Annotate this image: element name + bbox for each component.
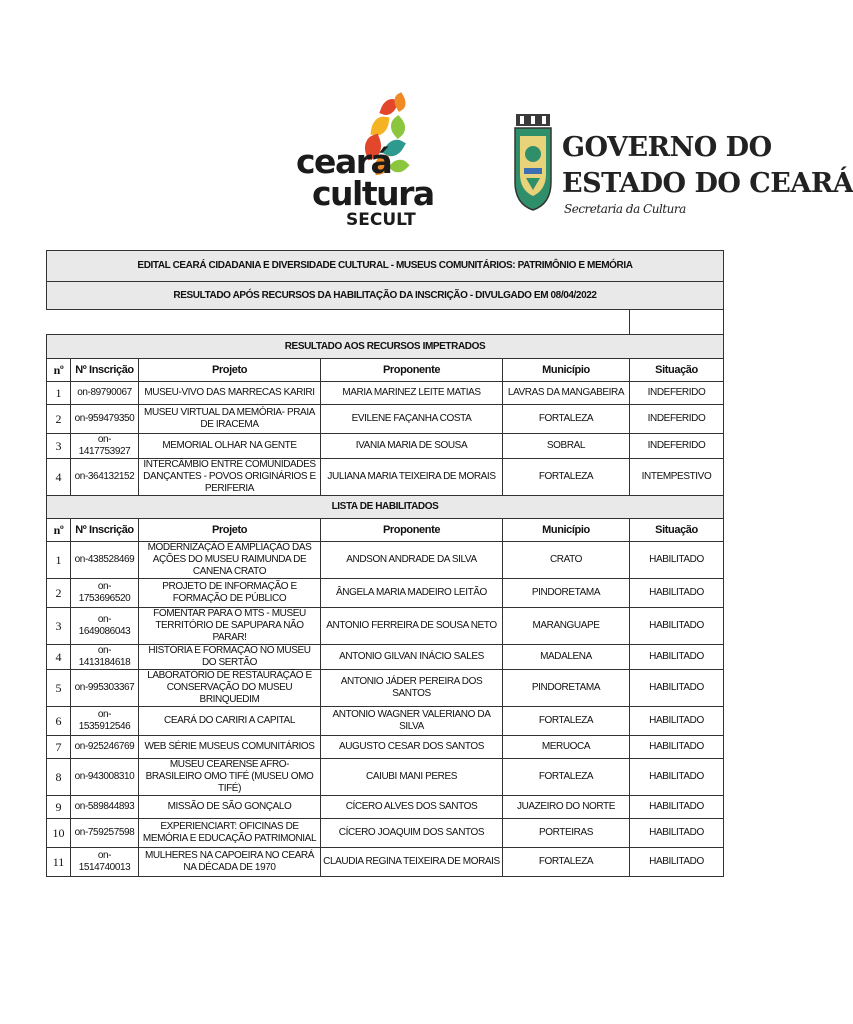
row-number: 7 [47,736,71,759]
habilitados-header-row [47,519,724,542]
proponente-cell: ANDSON ANDRADE DA SILVA [321,542,503,579]
table-row [47,579,724,608]
logo-text-governo: GOVERNO DO [562,132,772,163]
municipio-cell: LAVRAS DA MANGABEIRA [503,382,630,405]
projeto-cell: PROJETO DE INFORMAÇÃO E FORMAÇÃO DE PÚBLICO [139,579,321,608]
proponente-cell: JULIANA MARIA TEIXEIRA DE MORAIS [321,459,503,496]
proponente-cell: EVILENE FAÇANHA COSTA [321,405,503,434]
municipio-cell: MARANGUAPE [503,608,630,645]
ceara-cultura-logo [292,92,434,242]
table-row [47,848,724,877]
projeto-cell: HISTÓRIA E FORMAÇÃO NO MUSEU DO SERTÃO [139,645,321,670]
table-row [47,542,724,579]
row-number: 10 [47,819,71,848]
table-row [47,645,724,670]
projeto-cell: MISSÃO DE SÃO GONÇALO [139,796,321,819]
row-number: 1 [47,382,71,405]
situacao-cell: HABILITADO [630,542,724,579]
column-header: Proponente [321,519,503,542]
projeto-cell: MEMORIAL OLHAR NA GENTE [139,434,321,459]
projeto-cell: FOMENTAR PARA O MTS - MUSEU TERRITÓRIO DE SAPUPARA NÃO PARAR! [139,608,321,645]
edital-title: EDITAL CEARÁ CIDADANIA E DIVERSIDADE CULTURAL - MUSEUS COMUNITÁRIOS: PATRIMÔNIO E MEMÓRIA [47,251,724,282]
edital-title-row [47,251,724,282]
table-row [47,736,724,759]
municipio-cell: PORTEIRAS [503,819,630,848]
inscricao-cell: on-943008310 [71,759,139,796]
situacao-cell: HABILITADO [630,608,724,645]
table-row [47,819,724,848]
inscricao-cell: on-589844893 [71,796,139,819]
situacao-cell: INDEFERIDO [630,434,724,459]
municipio-cell: FORTALEZA [503,405,630,434]
situacao-cell: HABILITADO [630,645,724,670]
column-header: Situação [630,519,724,542]
projeto-cell: MODERNIZAÇÃO E AMPLIAÇÃO DAS AÇÕES DO MUSEU RAIMUNDA DE CANENA CRATO [139,542,321,579]
proponente-cell: AUGUSTO CESAR DOS SANTOS [321,736,503,759]
column-header: Nº Inscrição [71,519,139,542]
logo-text-secretaria: Secretaria da Cultura [564,202,686,216]
row-number: 11 [47,848,71,877]
municipio-cell: SOBRAL [503,434,630,459]
table-row [47,759,724,796]
proponente-cell: CÍCERO JOAQUIM DOS SANTOS [321,819,503,848]
proponente-cell: ÂNGELA MARIA MADEIRO LEITÃO [321,579,503,608]
row-number: 9 [47,796,71,819]
resultado-title: RESULTADO APÓS RECURSOS DA HABILITAÇÃO DA INSCRIÇÃO - DIVULGADO EM 08/04/2022 [47,282,724,310]
logo-word-ceara: ceará [296,142,392,181]
proponente-cell: ANTONIO GILVAN INÁCIO SALES [321,645,503,670]
habilitados-title: LISTA DE HABILITADOS [47,496,724,519]
situacao-cell: HABILITADO [630,796,724,819]
municipio-cell: FORTALEZA [503,759,630,796]
table-row [47,459,724,496]
coat-of-arms-icon [512,112,554,212]
municipio-cell: FORTALEZA [503,459,630,496]
projeto-cell: MUSEU-VIVO DAS MARRECAS KARIRI [139,382,321,405]
column-header: Projeto [139,519,321,542]
row-number: 2 [47,579,71,608]
column-header: Situação [630,359,724,382]
inscricao-cell: on-1649086043 [71,608,139,645]
municipio-cell: FORTALEZA [503,707,630,736]
row-number: 4 [47,645,71,670]
proponente-cell: CLAUDIA REGINA TEIXEIRA DE MORAIS [321,848,503,877]
table-row [47,405,724,434]
recursos-header-row [47,359,724,382]
logo-leaf-shape [386,115,410,139]
table-row [47,707,724,736]
row-number: 6 [47,707,71,736]
inscricao-cell: on-925246769 [71,736,139,759]
recursos-title-row [47,335,724,359]
inscricao-cell: on-438528469 [71,542,139,579]
column-header: nº [47,519,71,542]
proponente-cell: ANTONIO JÁDER PEREIRA DOS SANTOS [321,670,503,707]
municipio-cell: FORTALEZA [503,848,630,877]
situacao-cell: HABILITADO [630,579,724,608]
projeto-cell: MUSEU VIRTUAL DA MEMÓRIA- PRAIA DE IRACEMA [139,405,321,434]
municipio-cell: PINDORETAMA [503,579,630,608]
proponente-cell: MARIA MARINEZ LEITE MATIAS [321,382,503,405]
results-table [46,250,724,877]
empty-cell [630,310,724,335]
proponente-cell: IVANIA MARIA DE SOUSA [321,434,503,459]
situacao-cell: INDEFERIDO [630,405,724,434]
logo-word-secult: SECULT [346,210,416,230]
proponente-cell: CAIUBI MANI PERES [321,759,503,796]
inscricao-cell: on-1753696520 [71,579,139,608]
row-number: 1 [47,542,71,579]
situacao-cell: INDEFERIDO [630,382,724,405]
column-header: Município [503,359,630,382]
projeto-cell: WEB SÉRIE MUSEUS COMUNITÁRIOS [139,736,321,759]
resultado-title-row [47,282,724,310]
situacao-cell: HABILITADO [630,819,724,848]
governo-ceara-logo [512,112,853,222]
proponente-cell: CÍCERO ALVES DOS SANTOS [321,796,503,819]
logo-word-cultura: cultura [312,174,434,213]
inscricao-cell: on-759257598 [71,819,139,848]
projeto-cell: CEARÁ DO CARIRI A CAPITAL [139,707,321,736]
projeto-cell: EXPERIENCIART: OFICINAS DE MEMÓRIA E EDUCAÇÃO PATRIMONIAL [139,819,321,848]
situacao-cell: HABILITADO [630,670,724,707]
inscricao-cell: on-1535912546 [71,707,139,736]
table-row [47,434,724,459]
row-number: 3 [47,608,71,645]
inscricao-cell: on-1514740013 [71,848,139,877]
table-row [47,796,724,819]
municipio-cell: MADALENA [503,645,630,670]
row-number: 5 [47,670,71,707]
table-row [47,382,724,405]
inscricao-cell: on-1413184618 [71,645,139,670]
row-number: 3 [47,434,71,459]
column-header: Município [503,519,630,542]
situacao-cell: HABILITADO [630,848,724,877]
proponente-cell: ANTONIO FERREIRA DE SOUSA NETO [321,608,503,645]
situacao-cell: HABILITADO [630,707,724,736]
row-number: 2 [47,405,71,434]
column-header: nº [47,359,71,382]
row-number: 4 [47,459,71,496]
logo-text-estado: ESTADO DO CEARÁ [562,168,853,199]
inscricao-cell: on-959479350 [71,405,139,434]
municipio-cell: CRATO [503,542,630,579]
municipio-cell: PINDORETAMA [503,670,630,707]
inscricao-cell: on-1417753927 [71,434,139,459]
municipio-cell: MERUOCA [503,736,630,759]
municipio-cell: JUAZEIRO DO NORTE [503,796,630,819]
row-number: 8 [47,759,71,796]
recursos-title: RESULTADO AOS RECURSOS IMPETRADOS [47,335,724,359]
habilitados-title-row [47,496,724,519]
projeto-cell: LABORATÓRIO DE RESTAURAÇÃO E CONSERVAÇÃO DO MUSEU BRINQUEDIM [139,670,321,707]
situacao-cell: HABILITADO [630,736,724,759]
column-header: Nº Inscrição [71,359,139,382]
table-row [47,670,724,707]
situacao-cell: INTEMPESTIVO [630,459,724,496]
column-header: Projeto [139,359,321,382]
inscricao-cell: on-89790067 [71,382,139,405]
column-header: Proponente [321,359,503,382]
projeto-cell: MULHERES NA CAPOEIRA NO CEARÁ NA DÉCADA DE 1970 [139,848,321,877]
projeto-cell: MUSEU CEARENSE AFRO- BRASILEIRO OMO TIFÉ (MUSEU OMO TIFÉ) [139,759,321,796]
situacao-cell: HABILITADO [630,759,724,796]
inscricao-cell: on-364132152 [71,459,139,496]
projeto-cell: INTERCÂMBIO ENTRE COMUNIDADES DANÇANTES - POVOS ORIGINÁRIOS E PERIFERIA [139,459,321,496]
proponente-cell: ANTONIO WAGNER VALERIANO DA SILVA [321,707,503,736]
table-row [47,608,724,645]
inscricao-cell: on-995303367 [71,670,139,707]
spacer-row [47,310,724,335]
